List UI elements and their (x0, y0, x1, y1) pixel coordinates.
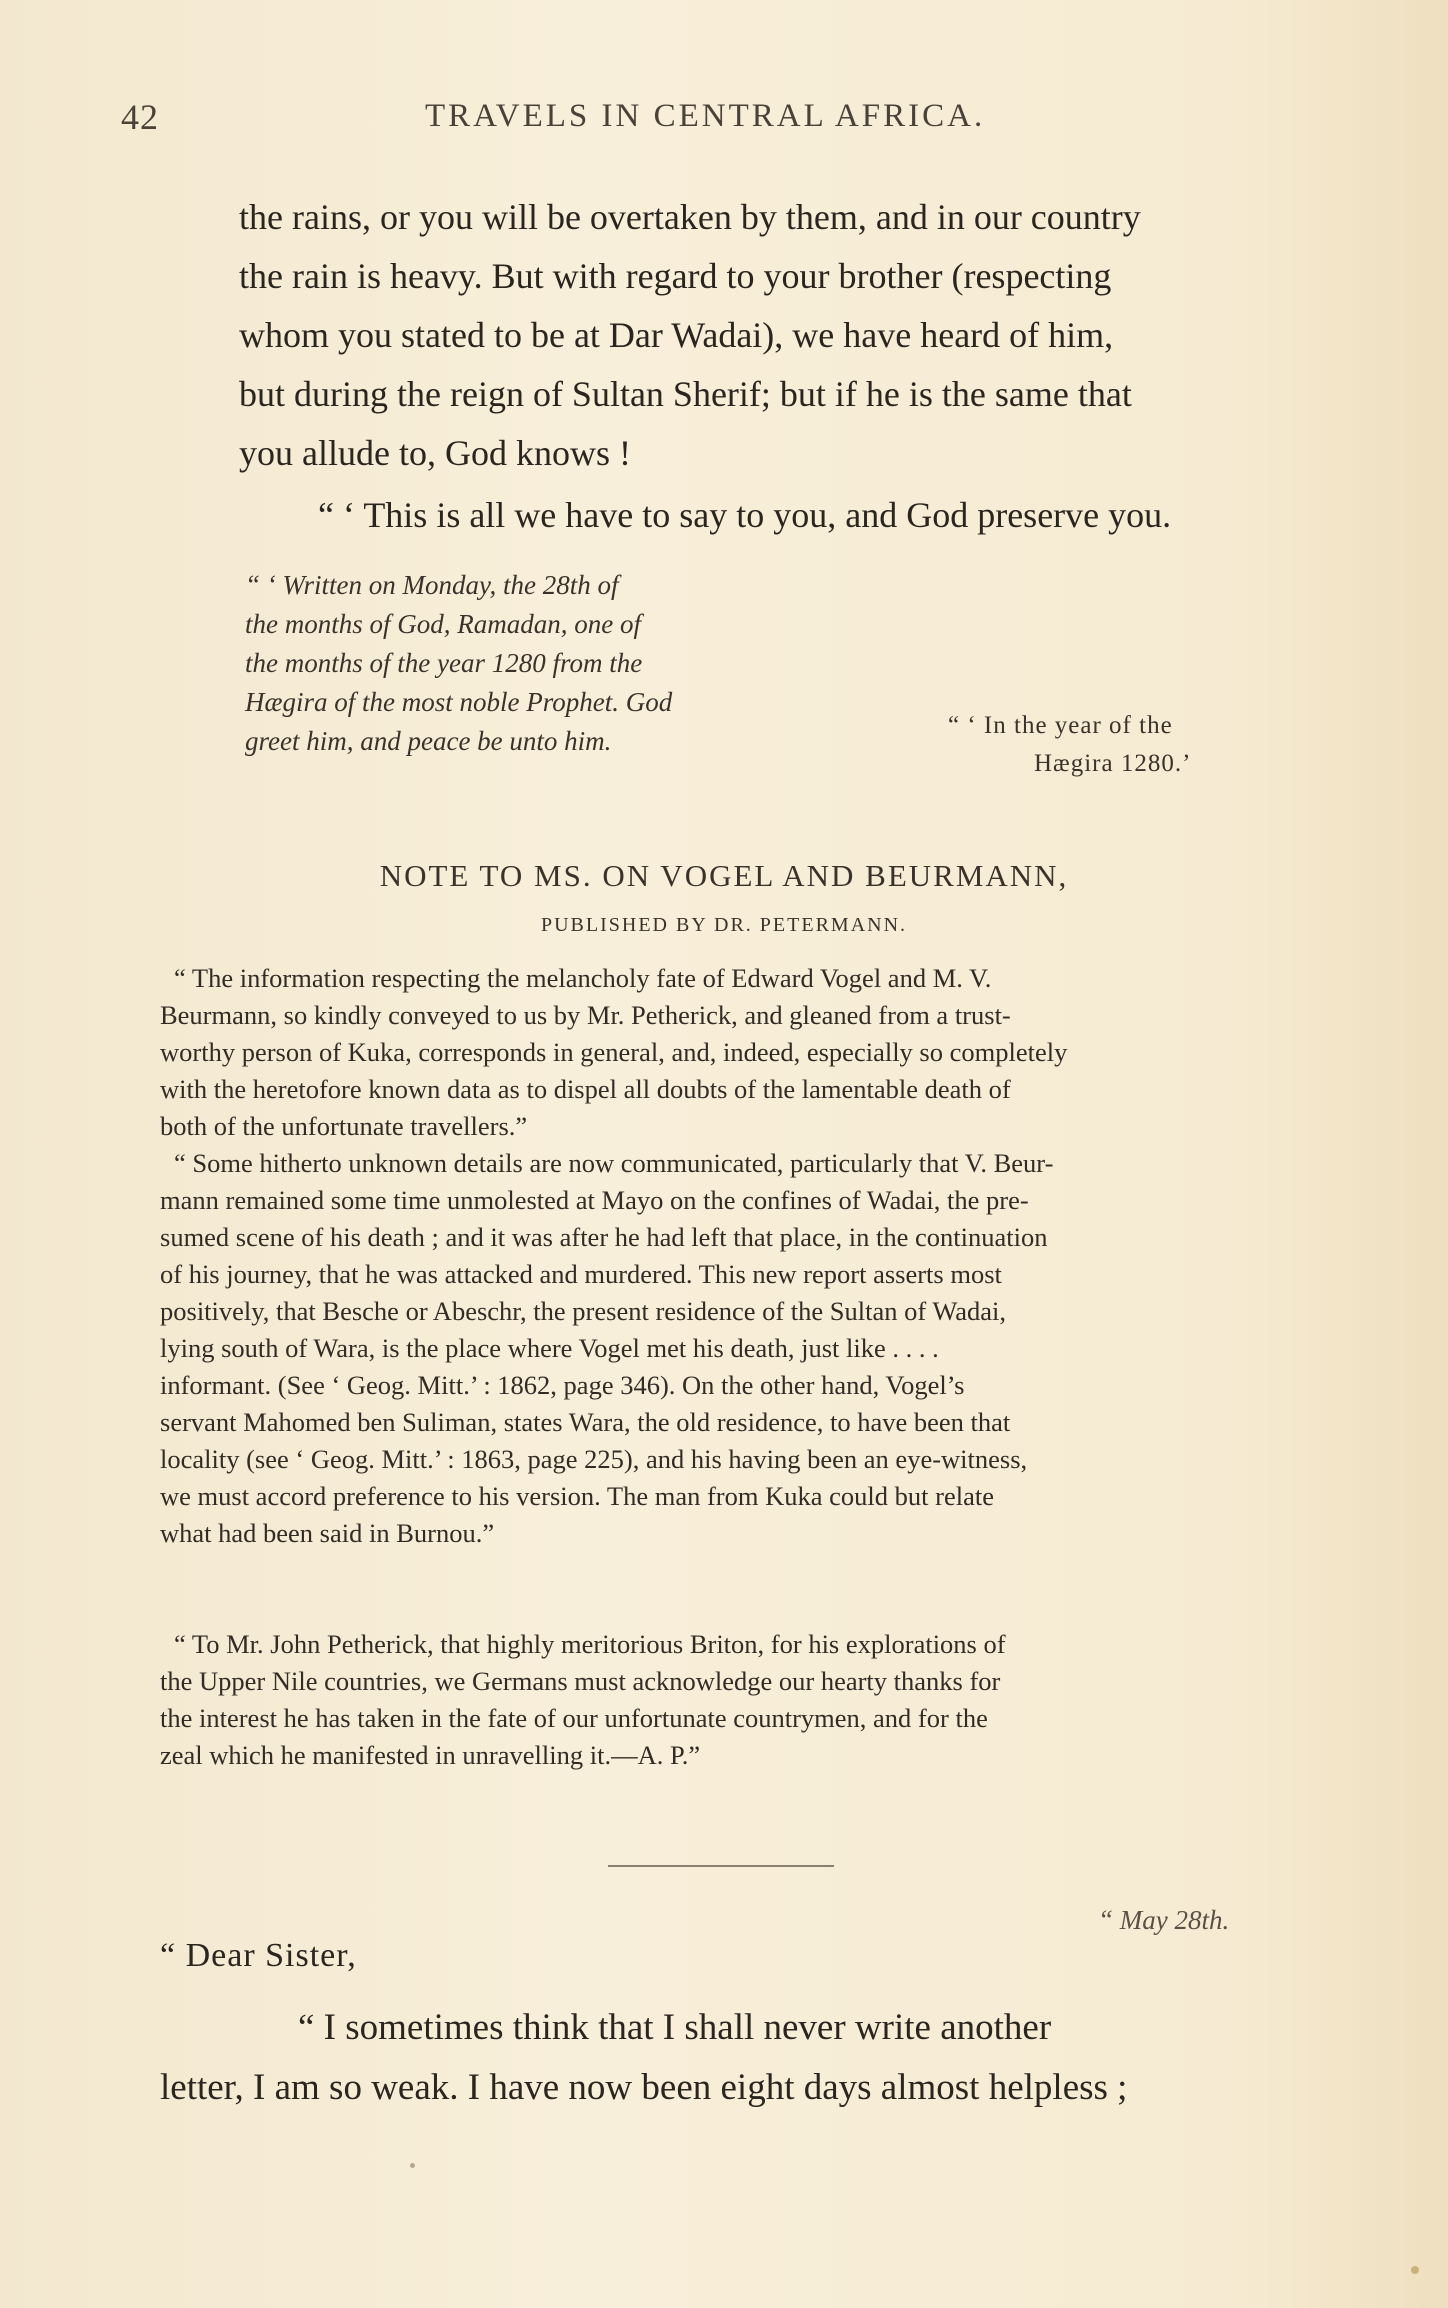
signature-line: Hægira of the most noble Prophet. God (245, 687, 673, 717)
letter-line: letter, I am so weak. I have now been eight days almost helpless ; (160, 2067, 1128, 2108)
text-line: the rains, or you will be overtaken by them, and in our country (239, 197, 1141, 237)
note-line: the interest he has taken in the fate of our unfortunate countrymen, and for the (160, 1703, 988, 1733)
note-line: zeal which he manifested in unravelling it.—A. P.” (160, 1740, 701, 1770)
note-line: positively, that Besche or Abeschr, the present residence of the Sultan of Wadai, (160, 1296, 1007, 1326)
signature-line: greet him, and peace be unto him. (245, 726, 612, 756)
note-line: “ To Mr. John Petherick, that highly meritorious Briton, for his explorations of (174, 1629, 1006, 1659)
letter-continued-paragraph (239, 188, 1339, 483)
note-line: Beurmann, so kindly conveyed to us by Mr. Petherick, and gleaned from a trust- (160, 1000, 1011, 1030)
note-line: locality (see ‘ Geog. Mitt.’ : 1863, page 225), and his having been an eye-witness, (160, 1444, 1028, 1474)
signature-line: “ ‘ Written on Monday, the 28th of (245, 570, 619, 600)
note-paragraph-2 (160, 1145, 1340, 1552)
note-line: sumed scene of his death ; and it was after he had left that place, in the continuation (160, 1222, 1048, 1252)
paper-speck (410, 2163, 415, 2168)
letter-closing-line: “ ‘ This is all we have to say to you, and God preserve you. (318, 495, 1172, 535)
text-line: but during the reign of Sultan Sherif; but if he is the same that (239, 374, 1132, 414)
text-line: you allude to, God knows ! (239, 433, 631, 473)
note-line: of his journey, that he was attacked and murdered. This new report asserts most (160, 1259, 1002, 1289)
signature-line: the months of God, Ramadan, one of (245, 609, 641, 639)
note-line: mann remained some time unmolested at Mayo on the confines of Wadai, the pre- (160, 1185, 1029, 1215)
new-letter-paragraph (160, 1998, 1340, 2118)
note-line: what had been said in Burnou.” (160, 1518, 495, 1548)
note-line: informant. (See ‘ Geog. Mitt.’ : 1862, page 346). On the other hand, Vogel’s (160, 1370, 965, 1400)
signature-block-left (245, 566, 705, 761)
note-paragraph-1 (160, 960, 1340, 1145)
note-subtitle: PUBLISHED BY DR. PETERMANN. (540, 914, 908, 936)
signature-line: Hægira 1280.’ (1034, 750, 1192, 777)
note-line: both of the unfortunate travellers.” (160, 1111, 528, 1141)
note-paragraph-3 (160, 1626, 1340, 1774)
letter-dateline: “ May 28th. (1098, 1905, 1230, 1935)
note-line: “ The information respecting the melancholy fate of Edward Vogel and M. V. (174, 963, 992, 993)
letter-line: “ I sometimes think that I shall never write another (298, 2007, 1052, 2048)
text-line: the rain is heavy. But with regard to your brother (respecting (239, 256, 1112, 296)
section-divider (608, 1865, 834, 1867)
note-line: “ Some hitherto unknown details are now communicated, particularly that V. Beur- (174, 1148, 1054, 1178)
note-line: the Upper Nile countries, we Germans must acknowledge our hearty thanks for (160, 1666, 1001, 1696)
note-line: with the heretofore known data as to dispel all doubts of the lamentable death of (160, 1074, 1011, 1104)
note-title: NOTE TO MS. ON VOGEL AND BEURMANN, (379, 858, 1069, 893)
page-header (0, 96, 1448, 136)
letter-salutation: “ Dear Sister, (160, 1937, 357, 1974)
text-line: whom you stated to be at Dar Wadai), we have heard of him, (239, 315, 1114, 355)
signature-line: “ ‘ In the year of the (948, 712, 1173, 739)
signature-line: the months of the year 1280 from the (245, 648, 643, 678)
note-line: worthy person of Kuka, corresponds in general, and, indeed, especially so completely (160, 1037, 1068, 1067)
note-line: lying south of Wara, is the place where Vogel met his death, just like . . . . (160, 1333, 939, 1363)
paper-speck (1411, 2266, 1419, 2274)
note-line: servant Mahomed ben Suliman, states Wara, the old residence, to have been that (160, 1407, 1011, 1437)
signature-block-right (948, 707, 1348, 783)
page-number: 42 (121, 97, 159, 137)
running-head: TRAVELS IN CENTRAL AFRICA. (425, 98, 986, 134)
note-line: we must accord preference to his version. The man from Kuka could but relate (160, 1481, 994, 1511)
